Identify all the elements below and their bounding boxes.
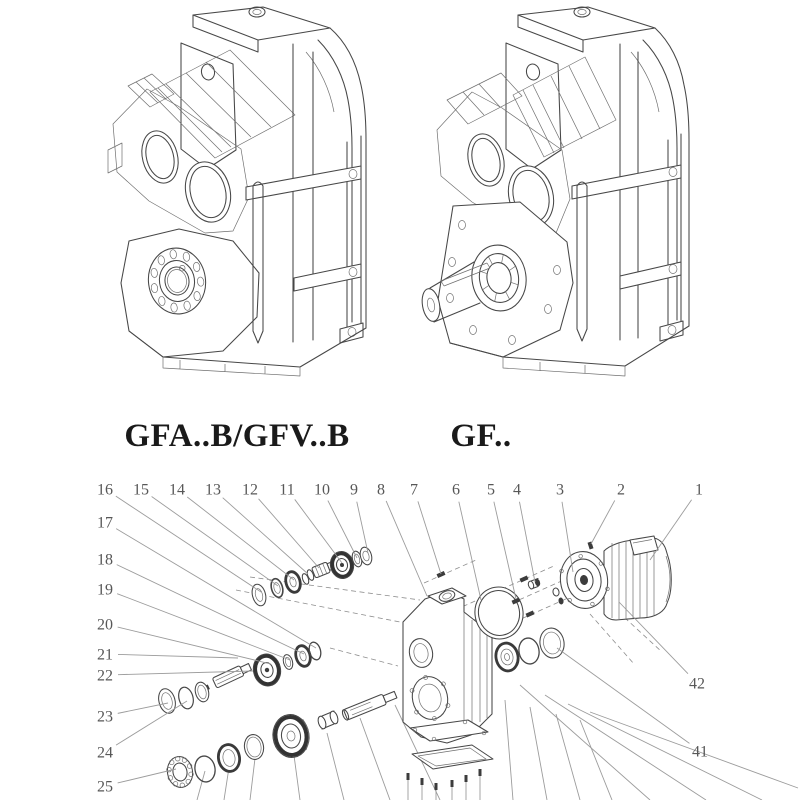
seal-ring [538,626,567,660]
leader-line-21 [118,654,238,658]
leader-line-12 [259,499,319,568]
upper-bore-2 [179,157,236,227]
output-gear [270,712,312,760]
callout-number-2: 2 [617,481,625,499]
exploded-parts-diagram [97,482,798,800]
ball-bearing [165,754,196,790]
callout-number-7: 7 [410,481,418,499]
callout-number-41: 41 [692,743,708,761]
callout-number-17: 17 [97,514,113,532]
callout-number-10: 10 [314,481,330,499]
leader-line-41 [557,648,689,743]
callout-number-12: 12 [242,481,258,499]
top-boss [574,7,590,17]
leader-line-2 [591,500,615,544]
leader-line-23 [118,703,168,713]
callout-number-1: 1 [695,481,703,499]
upper-bore-1 [137,127,184,187]
washer [282,654,295,671]
leader-line-25 [118,769,176,783]
base-feet [163,357,300,376]
leader-line-8 [386,501,427,596]
top-plate-edge [518,15,583,52]
callout-number-42: 42 [689,675,705,693]
motor-flange [557,548,612,611]
leader-line-7 [418,501,441,574]
leader-line-24 [116,701,187,745]
oil-seal [216,743,241,773]
leader-line-9 [357,502,368,553]
seal-ring [193,681,211,704]
leader-line-4 [519,502,535,582]
callout-number-23: 23 [97,708,113,726]
gearbox-drawing-gfab-gfvb [108,7,366,376]
snap-ring [517,636,541,665]
callout-number-8: 8 [377,481,385,499]
output-shaft [341,690,398,721]
arch-inner2 [306,52,334,112]
bottom-cover-assembly [407,720,494,800]
callout-number-21: 21 [97,646,113,664]
snap-ring [193,754,217,783]
bearing-cap [156,687,178,715]
leader-line-14 [187,497,294,580]
top-plate-edge [193,15,258,52]
front-upright-plate [181,43,236,169]
callout-number-5: 5 [487,481,495,499]
leader-line-13 [223,498,308,574]
callout-number-15: 15 [133,481,149,499]
output-shaft-parts [165,690,398,790]
small-plug [552,587,560,596]
leader-line-17 [116,529,316,648]
leader-line-16 [116,496,261,592]
pinion-shaft [212,662,252,688]
top-boss-hole [253,9,261,14]
leader-line-15 [152,497,278,586]
callout-number-25: 25 [97,778,113,796]
right-figure-label: GF.. [450,418,512,454]
callout-number-24: 24 [97,744,113,762]
intermediate-shaft-parts [201,641,322,692]
guide-rod [577,182,587,341]
callout-number-20: 20 [97,616,113,634]
arch-inner2 [631,52,659,112]
left-figure-label: GFA..B/GFV..B [124,418,350,454]
gearbox-drawing-gf [420,7,689,376]
input-gear [328,549,356,580]
torque-arm-frame [572,44,683,341]
leader-line-5 [494,502,516,599]
seal-ring [269,577,285,598]
callout-number-16: 16 [97,481,113,499]
callout-number-13: 13 [205,481,221,499]
bearing [494,641,521,672]
callout-number-22: 22 [97,667,113,685]
callout-number-4: 4 [513,481,521,499]
top-boss [249,7,265,17]
washer-ring [242,733,265,761]
callout-number-18: 18 [97,551,113,569]
bottom-cover [412,745,493,769]
intermediate-gear [250,652,283,689]
output-cap-parts [156,681,211,715]
motor-body [604,536,671,620]
callout-number-11: 11 [279,481,295,499]
base-feet [503,357,625,376]
motor-bolt [588,542,594,550]
leader-line-1 [650,500,692,560]
callout-number-9: 9 [350,481,358,499]
leader-line-6 [459,502,481,600]
bushing [317,710,340,730]
upper-bore-1 [463,130,510,190]
top-boss-hole [578,9,586,14]
callout-number-3: 3 [556,481,564,499]
callout-number-19: 19 [97,581,113,599]
leader-line-20 [118,627,271,664]
callout-number-6: 6 [452,481,460,499]
motor-assembly [552,536,671,620]
cover-bolts [407,769,482,800]
snap-ring [176,686,195,711]
leader-line-11 [295,499,342,563]
callout-number-14: 14 [169,481,185,499]
small-nut [558,597,564,605]
